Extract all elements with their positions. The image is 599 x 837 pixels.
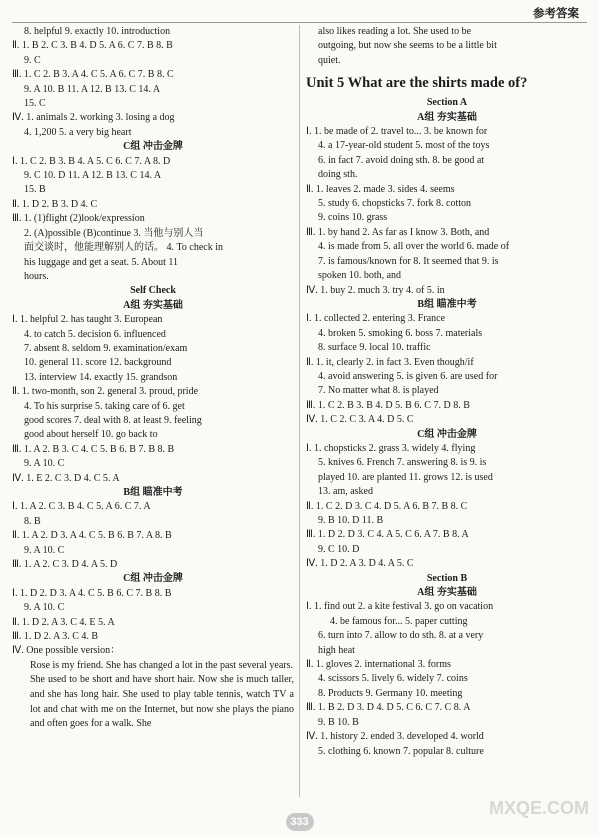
answer-line: Ⅳ. 1. E 2. C 3. D 4. C 5. A — [12, 472, 120, 484]
answer-line: Ⅳ. 1. history 2. ended 3. developed 4. world — [306, 731, 484, 743]
answer-line: 9. C 10. D 11. A 12. B 13. C 14. A — [24, 170, 162, 182]
answer-line: Ⅲ. 1. C 2. B 3. B 4. D 5. B 6. C 7. D 8. B — [306, 399, 470, 411]
answer-line: 4. To his surprise 5. taking care of 6. get — [24, 400, 185, 412]
answer-line: 15. C — [24, 98, 46, 110]
page-header: 参考答案 — [533, 8, 579, 20]
answer-line: 13. am, asked — [318, 486, 373, 498]
answer-line: 2. (A)possible (B)continue 3. 当他与别人当 — [24, 227, 204, 239]
answer-line: Ⅲ. 1. B 2. D 3. D 4. D 5. C 6. C 7. C 8. A — [306, 702, 471, 714]
answer-line: Ⅳ. 1. C 2. C 3. A 4. D 5. C — [306, 414, 414, 426]
answer-line: Ⅳ. 1. animals 2. working 3. losing a dog — [12, 112, 175, 124]
answer-line: 5. clothing 6. known 7. popular 8. culture — [318, 745, 484, 757]
answer-line: high heat — [318, 644, 355, 656]
answer-line: 9. C 10. D — [318, 543, 360, 555]
answer-line: 13. interview 14. exactly 15. grandson — [24, 371, 178, 383]
answer-line: Ⅲ. 1. A 2. B 3. C 4. C 5. B 6. B 7. B 8. B — [12, 443, 175, 455]
answer-line: 4. avoid answering 5. is given 6. are used for — [318, 370, 498, 382]
header-rule — [12, 22, 587, 23]
answer-line: 8. Products 9. Germany 10. meeting — [318, 687, 463, 699]
answer-line: 9. B 10. B — [318, 716, 359, 728]
right-column — [306, 25, 588, 759]
answer-line: Ⅰ. 1. D 2. D 3. A 4. C 5. B 6. C 7. B 8. B — [12, 587, 172, 599]
section-heading: A组 夯实基础 — [417, 587, 477, 599]
answer-line: 9. A 10. C — [24, 544, 65, 556]
watermark: MXQE.COM — [488, 798, 589, 818]
answer-line: also likes reading a lot. She used to be — [318, 26, 472, 37]
answer-line: his luggage and get a seat. 5. About 11 — [24, 256, 179, 268]
answer-line: 6. in fact 7. avoid doing sth. 8. be good at — [318, 154, 485, 166]
answer-line: Ⅰ. 1. A 2. C 3. B 4. C 5. A 6. C 7. A — [12, 501, 151, 513]
answer-line: doing sth. — [318, 169, 358, 181]
answer-line: Ⅲ. 1. (1)flight (2)look/expression — [12, 213, 145, 225]
answer-line: 4. to catch 5. decision 6. influenced — [24, 328, 166, 340]
essay-paragraph-2: She used to be short and have short hair. Now she is much taller, and she has long hair. She used to play table tennis, watch TV a lot and chat with me on the Internet, but now she plays the piano and often goes for a walk. She — [30, 674, 294, 730]
answer-line: Ⅱ. 1. B 2. C 3. B 4. D 5. A 6. C 7. B 8. B — [12, 40, 173, 52]
answer-line: played 10. are planted 11. grows 12. is used — [318, 471, 493, 483]
answer-line: Ⅲ. 1. C 2. B 3. A 4. C 5. A 6. C 7. B 8. C — [12, 69, 174, 81]
answer-line: Ⅰ. 1. be made of 2. travel to... 3. be known for — [306, 126, 488, 138]
essay-paragraph-1: Rose is my friend. She has changed a lot in the past several years. — [30, 659, 293, 671]
answer-line: Ⅲ. 1. by hand 2. As far as I know 3. Both, and — [306, 226, 490, 238]
answer-line: 4. is made from 5. all over the world 6. made of — [318, 241, 510, 253]
answer-line: Ⅱ. 1. C 2. D 3. C 4. D 5. A 6. B 7. B 8. C — [306, 500, 468, 512]
answer-line: 面交谈时，他能理解别人的话。 4. To check in — [24, 242, 224, 254]
answer-line: Ⅲ. 1. D 2. D 3. C 4. A 5. C 6. A 7. B 8. A — [306, 529, 469, 541]
answer-line: 4. broken 5. smoking 6. boss 7. materials — [318, 327, 483, 339]
answer-line: Ⅰ. 1. find out 2. a kite festival 3. go on vacation — [306, 601, 494, 613]
answer-line: 15. B — [24, 184, 46, 196]
answer-line: 7. absent 8. seldom 9. examination/exam — [24, 342, 188, 354]
section-heading: Section A — [426, 97, 468, 109]
answer-line: 9. A 10. C — [24, 458, 65, 470]
section-heading: A组 夯实基础 — [417, 111, 477, 123]
answer-line: Ⅱ. 1. it, clearly 2. in fact 3. Even though/if — [306, 356, 474, 368]
answer-line: Ⅲ. 1. A 2. C 3. D 4. A 5. D — [12, 559, 118, 571]
section-heading: C组 冲击金牌 — [417, 428, 477, 440]
section-heading: Self Check — [130, 285, 176, 297]
answer-line: 9. C — [24, 54, 41, 66]
answer-line: Ⅱ. 1. two-month, son 2. general 3. proud, pride — [12, 386, 199, 398]
answer-line: 9. A 10. B 11. A 12. B 13. C 14. A — [24, 83, 161, 95]
left-column — [12, 25, 294, 732]
section-heading: C组 冲击金牌 — [123, 141, 183, 153]
answer-line: Ⅰ. 1. collected 2. entering 3. France — [306, 313, 446, 325]
answer-line: 9. A 10. C — [24, 602, 65, 614]
answer-line: 4. scissors 5. lively 6. widely 7. coins — [318, 673, 468, 685]
answer-line: 4. 1,200 5. a very big heart — [24, 126, 132, 138]
answer-line: 4. a 17-year-old student 5. most of the toys — [318, 140, 490, 152]
section-heading: Section B — [426, 572, 468, 584]
answer-line: spoken 10. both, and — [318, 270, 402, 282]
section-heading: A组 夯实基础 — [123, 299, 183, 311]
answer-line: 8. helpful 9. exactly 10. introduction — [24, 26, 171, 37]
answer-line: Ⅱ. 1. gloves 2. international 3. forms — [306, 659, 451, 671]
answer-line: Ⅳ. One possible version： — [12, 645, 121, 657]
answer-line: Ⅰ. 1. C 2. B 3. B 4. A 5. C 6. C 7. A 8. D — [12, 155, 171, 167]
page-number: 333 — [286, 813, 314, 831]
answer-line: Ⅲ. 1. D 2. A 3. C 4. B — [12, 631, 99, 643]
answer-line: 5. knives 6. French 7. answering 8. is 9. is — [318, 457, 487, 469]
answer-line: 8. B — [24, 515, 41, 527]
answer-line: Ⅱ. 1. A 2. D 3. A 4. C 5. B 6. B 7. A 8. B — [12, 530, 172, 542]
answer-line: Ⅱ. 1. leaves 2. made 3. sides 4. seems — [306, 183, 455, 195]
answer-line: 4. be famous for... 5. paper cutting — [330, 615, 468, 627]
answer-line: 10. general 11. score 12. background — [24, 357, 172, 369]
answer-line: Ⅱ. 1. D 2. A 3. C 4. E 5. A — [12, 616, 115, 628]
column-divider — [299, 25, 300, 797]
section-heading: B组 瞄准中考 — [417, 298, 477, 310]
answer-line: 5. study 6. chopsticks 7. fork 8. cotton — [318, 198, 472, 210]
answer-line: Ⅳ. 1. buy 2. much 3. try 4. of 5. in — [306, 284, 445, 296]
answer-line: 7. No matter what 8. is played — [318, 385, 439, 397]
answer-line: hours. — [24, 270, 49, 282]
answer-line: 9. B 10. D 11. B — [318, 515, 384, 526]
section-heading: B组 瞄准中考 — [123, 487, 183, 498]
answer-line: outgoing, but now she seems to be a little bit — [318, 40, 497, 52]
answer-line: good about herself 10. go back to — [24, 429, 158, 441]
section-heading: C组 冲击金牌 — [123, 573, 183, 585]
answer-line: 8. surface 9. local 10. traffic — [318, 342, 431, 354]
answer-line: 6. turn into 7. allow to do sth. 8. at a very — [318, 630, 484, 642]
answer-line: 7. is famous/known for 8. It seemed that 9. is — [318, 255, 499, 267]
answer-line: good scores 7. deal with 8. at least 9. feeling — [24, 414, 202, 426]
answer-line: Ⅰ. 1. chopsticks 2. grass 3. widely 4. flying — [306, 442, 476, 454]
answer-line: Ⅳ. 1. D 2. A 3. D 4. A 5. C — [306, 558, 414, 570]
answer-line: Ⅱ. 1. D 2. B 3. D 4. C — [12, 198, 98, 210]
unit-title: Unit 5 What are the shirts made of? — [306, 75, 528, 92]
answer-line: quiet. — [318, 54, 341, 66]
answer-line: Ⅰ. 1. helpful 2. has taught 3. European — [12, 314, 163, 326]
answer-line: 9. coins 10. grass — [318, 212, 388, 224]
